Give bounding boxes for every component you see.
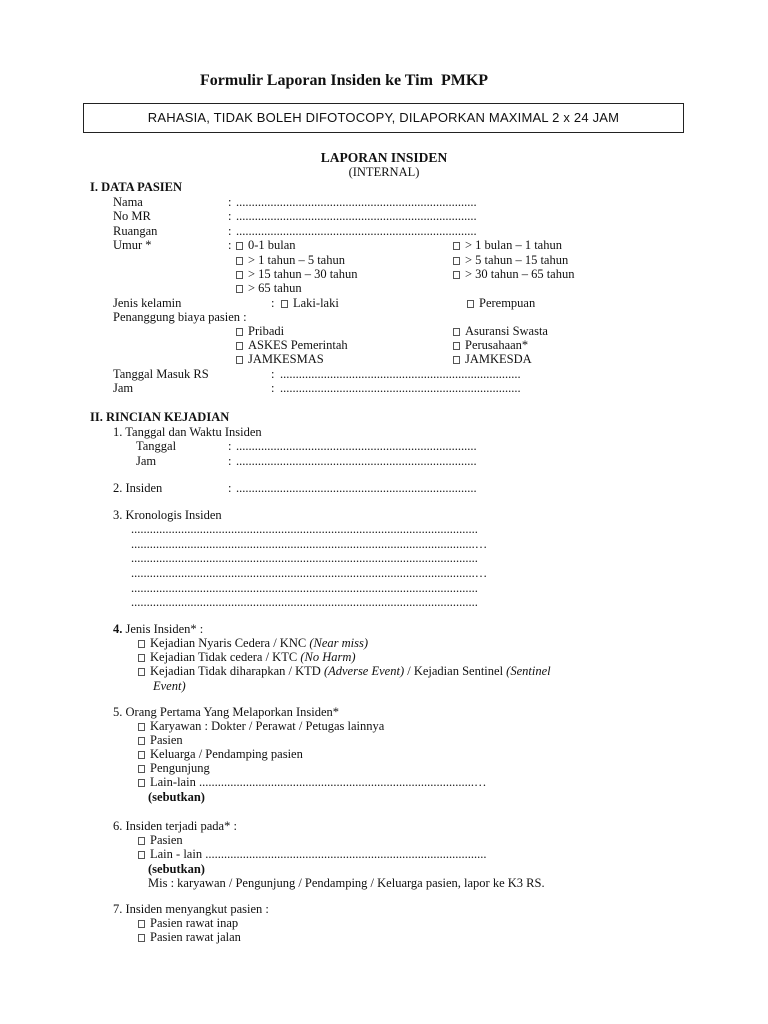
question-1: 1. Tanggal dan Waktu Insiden xyxy=(113,425,262,439)
checkbox-icon[interactable] xyxy=(138,737,145,745)
checkbox-icon[interactable] xyxy=(138,751,145,759)
colon: : xyxy=(228,224,232,238)
checkbox-icon[interactable] xyxy=(138,765,145,773)
field-kronologis-line[interactable]: ..............................................................................................................… xyxy=(131,537,488,551)
report-subtitle: (INTERNAL) xyxy=(348,165,420,179)
checkbox-icon[interactable] xyxy=(236,257,243,265)
option-karyawan[interactable]: Karyawan : Dokter / Perawat / Petugas lainnya xyxy=(138,719,384,733)
checkbox-icon[interactable] xyxy=(236,285,243,293)
checkbox-icon[interactable] xyxy=(138,934,145,942)
field-insiden[interactable]: ............................................................................. xyxy=(236,481,477,495)
checkbox-icon[interactable] xyxy=(138,654,145,662)
checkbox-icon[interactable] xyxy=(138,640,145,648)
field-kronologis-line[interactable]: ............................................................................................................... xyxy=(131,595,478,609)
checkbox-icon[interactable] xyxy=(138,837,145,845)
option-jamkesda[interactable]: JAMKESDA xyxy=(453,352,532,366)
label-umur: Umur * xyxy=(113,238,152,252)
checkbox-icon[interactable] xyxy=(281,300,288,308)
checkbox-icon[interactable] xyxy=(236,242,243,250)
checkbox-icon[interactable] xyxy=(138,920,145,928)
field-jam-insiden[interactable]: ............................................................................. xyxy=(236,454,477,468)
field-kronologis-line[interactable]: ............................................................................................................... xyxy=(131,522,478,536)
checkbox-icon[interactable] xyxy=(138,723,145,731)
colon: : xyxy=(228,454,232,468)
field-tanggal-insiden[interactable]: ............................................................................. xyxy=(236,439,477,453)
label-nama: Nama xyxy=(113,195,143,209)
field-no-mr[interactable]: ............................................................................. xyxy=(236,209,477,223)
question-4: 4. Jenis Insiden* : xyxy=(113,622,204,636)
label-jam: Jam xyxy=(136,454,157,468)
option-pasien-q6[interactable]: Pasien xyxy=(138,833,183,847)
option-umur-5[interactable]: > 30 tahun – 65 tahun xyxy=(453,267,574,281)
colon: : xyxy=(271,381,275,395)
option-laki-laki[interactable]: Laki-laki xyxy=(281,296,339,310)
checkbox-icon[interactable] xyxy=(236,271,243,279)
question-3: 3. Kronologis Insiden xyxy=(113,508,222,522)
label-no-mr: No MR xyxy=(113,209,151,223)
field-kronologis-line[interactable]: ............................................................................................................... xyxy=(131,581,478,595)
checkbox-icon[interactable] xyxy=(236,328,243,336)
checkbox-icon[interactable] xyxy=(453,328,460,336)
option-ktd-continued: Event) xyxy=(153,679,186,693)
label-tanggal: Tanggal xyxy=(136,439,177,453)
note-misal: Mis : karyawan / Pengunjung / Pendamping / Keluarga pasien, lapor ke K3 RS. xyxy=(148,876,545,890)
option-perempuan[interactable]: Perempuan xyxy=(467,296,535,310)
field-ruangan[interactable]: ............................................................................. xyxy=(236,224,477,238)
hint-sebutkan: (sebutkan) xyxy=(148,790,205,804)
option-askes[interactable]: ASKES Pemerintah xyxy=(236,338,348,352)
option-keluarga[interactable]: Keluarga / Pendamping pasien xyxy=(138,747,303,761)
option-jamkesmas[interactable]: JAMKESMAS xyxy=(236,352,324,366)
field-kronologis-line[interactable]: ..............................................................................................................… xyxy=(131,566,488,580)
label-penanggung-biaya: Penanggung biaya pasien : xyxy=(113,310,247,324)
checkbox-icon[interactable] xyxy=(236,356,243,364)
label-tanggal-masuk: Tanggal Masuk RS xyxy=(113,367,209,381)
field-nama[interactable]: ............................................................................. xyxy=(236,195,477,209)
label-jenis-kelamin: Jenis kelamin xyxy=(113,296,182,310)
colon: : xyxy=(228,209,232,223)
option-umur-3[interactable]: > 5 tahun – 15 tahun xyxy=(453,253,568,267)
question-5: 5. Orang Pertama Yang Melaporkan Insiden* xyxy=(113,705,339,719)
form-title: Formulir Laporan Insiden ke Tim PMKP xyxy=(200,72,489,89)
label-jam-masuk: Jam xyxy=(113,381,134,395)
option-pengunjung[interactable]: Pengunjung xyxy=(138,761,210,775)
checkbox-icon[interactable] xyxy=(453,271,460,279)
checkbox-icon[interactable] xyxy=(453,356,460,364)
checkbox-icon[interactable] xyxy=(453,242,460,250)
option-rawat-jalan[interactable]: Pasien rawat jalan xyxy=(138,930,241,944)
colon: : xyxy=(228,439,232,453)
question-2: 2. Insiden xyxy=(113,481,163,495)
confidential-banner: RAHASIA, TIDAK BOLEH DIFOTOCOPY, DILAPORKAN MAXIMAL 2 x 24 JAM xyxy=(83,103,684,133)
colon: : xyxy=(228,195,232,209)
checkbox-icon[interactable] xyxy=(453,257,460,265)
option-asuransi-swasta[interactable]: Asuransi Swasta xyxy=(453,324,548,338)
checkbox-icon[interactable] xyxy=(467,300,474,308)
colon: : xyxy=(228,238,232,252)
option-umur-0[interactable]: 0-1 bulan xyxy=(236,238,296,252)
question-6: 6. Insiden terjadi pada* : xyxy=(113,819,237,833)
option-lain-lain[interactable]: Lain-lain ........................................................................................… xyxy=(138,775,486,789)
label-ruangan: Ruangan xyxy=(113,224,158,238)
field-jam-masuk[interactable]: ............................................................................. xyxy=(280,381,521,395)
hint-sebutkan: (sebutkan) xyxy=(148,862,205,876)
colon: : xyxy=(228,481,232,495)
report-title: LAPORAN INSIDEN xyxy=(320,150,448,165)
colon: : xyxy=(271,296,275,310)
option-perusahaan[interactable]: Perusahaan* xyxy=(453,338,528,352)
option-pasien[interactable]: Pasien xyxy=(138,733,183,747)
checkbox-icon[interactable] xyxy=(138,779,145,787)
colon: : xyxy=(271,367,275,381)
checkbox-icon[interactable] xyxy=(236,342,243,350)
section-1-heading: I. DATA PASIEN xyxy=(90,180,183,194)
option-knc[interactable]: Kejadian Nyaris Cedera / KNC (Near miss) xyxy=(138,636,368,650)
checkbox-icon[interactable] xyxy=(138,851,145,859)
option-umur-1[interactable]: > 1 bulan – 1 tahun xyxy=(453,238,562,252)
checkbox-icon[interactable] xyxy=(453,342,460,350)
option-umur-6[interactable]: > 65 tahun xyxy=(236,281,302,295)
section-2-heading: II. RINCIAN KEJADIAN xyxy=(90,410,230,424)
option-ktd[interactable]: Kejadian Tidak diharapkan / KTD (Adverse Event) / Kejadian Sentinel (Sentinel xyxy=(138,664,551,678)
option-lain-lain-q6[interactable]: Lain - lain .......................................................................................... xyxy=(138,847,486,861)
option-umur-4[interactable]: > 15 tahun – 30 tahun xyxy=(236,267,357,281)
option-rawat-inap[interactable]: Pasien rawat inap xyxy=(138,916,238,930)
checkbox-icon[interactable] xyxy=(138,668,145,676)
field-tanggal-masuk[interactable]: ............................................................................. xyxy=(280,367,521,381)
field-kronologis-line[interactable]: ............................................................................................................... xyxy=(131,551,478,565)
option-umur-2[interactable]: > 1 tahun – 5 tahun xyxy=(236,253,345,267)
option-pribadi[interactable]: Pribadi xyxy=(236,324,284,338)
question-7: 7. Insiden menyangkut pasien : xyxy=(113,902,269,916)
option-ktc[interactable]: Kejadian Tidak cedera / KTC (No Harm) xyxy=(138,650,356,664)
